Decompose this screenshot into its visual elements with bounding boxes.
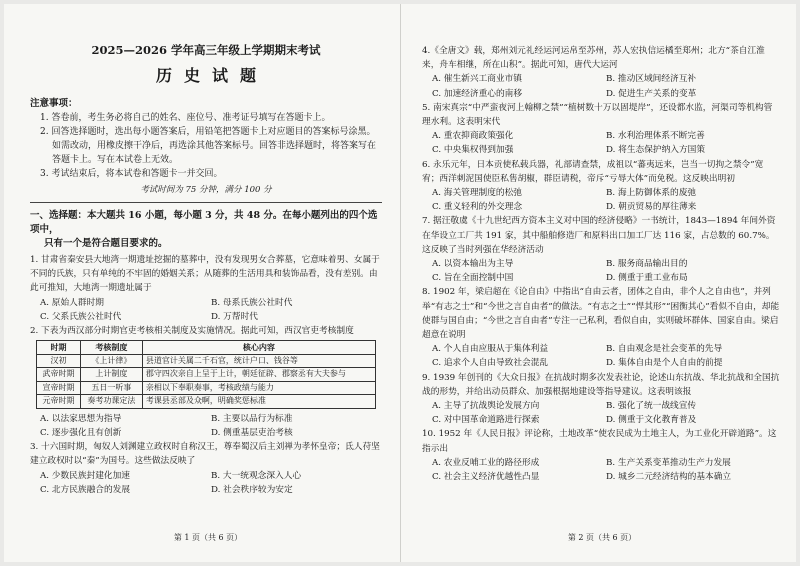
option-c: C. 追求个人自由导致社会混乱: [432, 358, 549, 369]
option-a: A. 原始人群时期: [40, 297, 104, 308]
page-fold-line: [400, 4, 401, 562]
question-9: [422, 371, 780, 428]
option-c: C. 父系氏族公社时代: [40, 311, 122, 322]
question-stem: 5. 南宋真宗“中严蛮夜河上翰柳之禁”“植树数十万以固堤岸”，还设都水监，河渠司等机构管理水利。这表明宋代: [422, 102, 773, 128]
option-list: [422, 72, 780, 100]
table-cell: 汉初: [37, 354, 81, 368]
question-stem: 10. 1952 年《人民日报》评论称，土地改革“使农民成为土地主人，为工业化开辟道路”。这指示出: [422, 429, 777, 454]
table-header: 时期: [37, 341, 81, 355]
question-stem: 8. 1902 年，梁启超在《论自由》中指出“自由云者，团体之自由，非个人之自由也”，并列举“有志之士”和“今世之言自由者”的做法。“有志之士”“悍其形”“困衡其心”看似不自由，却能使群与国自由；“今世之言自由者”专注一己私利，看似自由，实则破坏群体、国家自由。梁启超意在说明: [422, 287, 780, 341]
notice-item: 1. 答卷前，考生务必将自己的姓名、座位号、准考证号填写在答题卡上。: [40, 113, 331, 123]
question-stem: 2. 下表为西汉部分时期官吏考核相关制度及实施情况。据此可知，西汉官吏考核制度: [30, 326, 354, 337]
exam-title: 2025—2026 学年高三年级上学期期末考试: [91, 43, 321, 57]
left-page: [30, 42, 382, 497]
right-page: [422, 44, 780, 484]
option-c: C. 重义轻利的外交理念: [432, 202, 523, 213]
option-a: A. 个人自由应服从于集体利益: [432, 344, 549, 355]
option-d: D. 集体自由是个人自由的前提: [606, 358, 723, 369]
question-stem: 1. 甘肃省秦安县大地湾一期遗址挖掘的墓葬中，没有发现男女合葬墓，它意味着男、女属于不同的氏族，只有单纯的不牢固的婚姻关系；从随葬的生活用具和装饰品看，没有差别。由此可推知，大地湾一期遗址属于: [30, 255, 380, 294]
table-cell: 郡守四次亲自上呈于上计，朝廷征辟、郡察丞有大夫参与: [142, 368, 375, 382]
policy-table: [36, 340, 376, 409]
question-stem: 9. 1939 年创刊的《大众日报》在抗战时期多次发表社论，论述山东抗战、华北抗战和全国抗战的形势，并给出动员群众、加强根据地建设等指导建议。这表明该报: [422, 372, 780, 397]
page-footer: 第 1 页（共 6 页）: [173, 533, 243, 542]
question-6: [422, 158, 780, 215]
question-1: [30, 253, 382, 324]
table-row: [37, 368, 376, 382]
option-list: [422, 342, 780, 370]
table-cell: 奏考功课定法: [80, 395, 142, 409]
table-row: [37, 354, 376, 368]
option-d: D. 城乡二元经济结构的基本确立: [606, 472, 732, 483]
section-heading-line: 一、选择题：本大题共 16 小题，每小题 3 分，共 48 分。在每小题列出的四个选项中，: [30, 210, 378, 235]
option-d: D. 侧重于重工业布局: [606, 273, 688, 284]
notice-item: 2. 回答选择题时，选出每小题答案后，用铅笔把答题卡上对应题目的答案标号涂黑。如需改动，用橡皮擦干净后，再选涂其他答案标号。回答非选择题时，将答案写在答题卡上。写在本试卷上无效。: [40, 127, 377, 165]
option-a: A. 以资本输出为主导: [432, 259, 514, 270]
option-d: D. 侧重基层吏治考核: [211, 427, 293, 438]
notice-item: 3. 考试结束后，将本试卷和答题卡一并交回。: [40, 169, 223, 179]
option-c: C. 社会主义经济优越性凸显: [432, 472, 540, 483]
question-4: [422, 44, 780, 101]
table-header: 核心内容: [142, 341, 375, 355]
option-b: B. 水利治理体系不断完善: [606, 131, 705, 142]
table-cell: 武帝时期: [37, 368, 81, 382]
option-b: B. 主要以品行为标准: [211, 413, 293, 424]
section-heading: [30, 209, 382, 251]
table-cell: 元帝时期: [37, 395, 81, 409]
option-b: B. 母系氏族公社时代: [211, 297, 293, 308]
option-list: [422, 186, 780, 214]
table-cell: 亲相以下奉职奏事，考核政绩与能力: [142, 381, 375, 395]
option-b: B. 大一统观念深入人心: [211, 470, 302, 481]
question-3: [30, 440, 382, 497]
option-a: A. 催生新兴工商业市镇: [432, 74, 522, 85]
question-7: [422, 214, 780, 285]
option-list: [30, 296, 382, 324]
option-b: B. 自由观念是社会变革的先导: [606, 344, 723, 355]
option-d: D. 社会秩序较为安定: [211, 484, 293, 495]
question-10: [422, 427, 780, 484]
exam-time: 考试时间为 75 分钟，满分 100 分: [140, 185, 272, 195]
option-b: B. 推动区域间经济互补: [606, 74, 697, 85]
question-stem: 6. 永乐元年，日本贡使私载兵器，礼部请查禁，成祖以“蕃夷远来，岂当一切拘之禁令”宽宥；西洋刺泥国使臣私售胡椒，群臣请税，帝斥“亏辱大体”而免税。这反映出明初: [422, 159, 764, 184]
option-list: [30, 469, 382, 497]
option-c: C. 加速经济重心的南移: [432, 88, 523, 99]
option-d: D. 将生态保护纳入方国策: [606, 145, 706, 156]
option-b: B. 生产关系变革推动生产力发展: [606, 457, 731, 468]
option-a: A. 少数民族封建化加速: [40, 470, 130, 481]
option-c: C. 旨在全面控制中国: [432, 273, 514, 284]
option-c: C. 对中国革命道路进行探索: [432, 415, 540, 426]
option-b: B. 服务商品输出目的: [606, 259, 688, 270]
option-a: A. 重农抑商政策强化: [432, 131, 514, 142]
option-c: C. 中央集权得到加强: [432, 145, 514, 156]
option-b: B. 海上防御体系的废弛: [606, 188, 697, 199]
option-list: [422, 257, 780, 285]
question-2: [30, 324, 382, 440]
table-header: 考核制度: [80, 341, 142, 355]
option-d: D. 朝贡贸易的厚往薄来: [606, 202, 697, 213]
table-cell: 上计制度: [80, 368, 142, 382]
table-row: [37, 381, 376, 395]
notice-heading: 注意事项：: [30, 98, 78, 109]
question-stem: 7. 据汪敬虞《十九世纪西方资本主义对中国的经济侵略》一书统计，1843—1894 年间外资在华设立工厂共 191 家，其中船舶修造厂和原料出口加工厂达 116 家，占总数的 60.7%。这反映了当时列强在华经济活动: [422, 216, 776, 255]
option-a: A. 以法家思想为指导: [40, 413, 122, 424]
option-d: D. 侧重于文化教育普及: [606, 415, 697, 426]
question-stem: 4.《全唐文》载，郑州刘元礼经运河运帛至苏州，苏人宏执信运橘至郑州；北方“茶自江淮来，舟车相继，所在山积”。据此可知，唐代大运河: [422, 46, 765, 71]
option-list: [30, 412, 382, 440]
table-cell: 五日一听事: [80, 381, 142, 395]
table-cell: 县道官计关属二千石官，统计户口、钱谷等: [142, 354, 375, 368]
option-d: D. 万帮时代: [211, 311, 258, 322]
table-header-row: [37, 341, 376, 355]
exam-sheet: [4, 4, 796, 562]
option-list: [422, 129, 780, 157]
option-a: A. 主导了抗战舆论发展方向: [432, 401, 540, 412]
table-cell: 考课县丞部及众啊，明确奖惩标准: [142, 395, 375, 409]
table-cell: 《上计律》: [80, 354, 142, 368]
table-cell: 宣帝时期: [37, 381, 81, 395]
question-8: [422, 285, 780, 370]
option-a: A. 海关管理制度的松弛: [432, 188, 522, 199]
section-heading-line: 只有一个是符合题目要求的。: [44, 238, 168, 249]
subject-title: 历史试题: [155, 66, 268, 85]
option-c: C. 北方民族融合的发展: [40, 484, 131, 495]
option-list: [422, 399, 780, 427]
divider: [30, 202, 382, 203]
question-5: [422, 101, 780, 158]
page-footer: 第 2 页（共 6 页）: [567, 533, 637, 542]
option-c: C. 逐步强化且有创新: [40, 427, 122, 438]
option-list: [422, 456, 780, 484]
question-stem: 3. 十六国时期，匈奴人刘渊建立政权时自称汉王，尊奉蜀汉后主刘禅为孝怀皇帝；氐人苻坚建立政权时以“秦”为国号。这些做法反映了: [30, 442, 380, 467]
option-d: D. 促进生产关系的变革: [606, 88, 697, 99]
option-b: B. 强化了统一战线宣传: [606, 401, 697, 412]
option-a: A. 农业反哺工业的路径形成: [432, 457, 540, 468]
table-row: [37, 395, 376, 409]
